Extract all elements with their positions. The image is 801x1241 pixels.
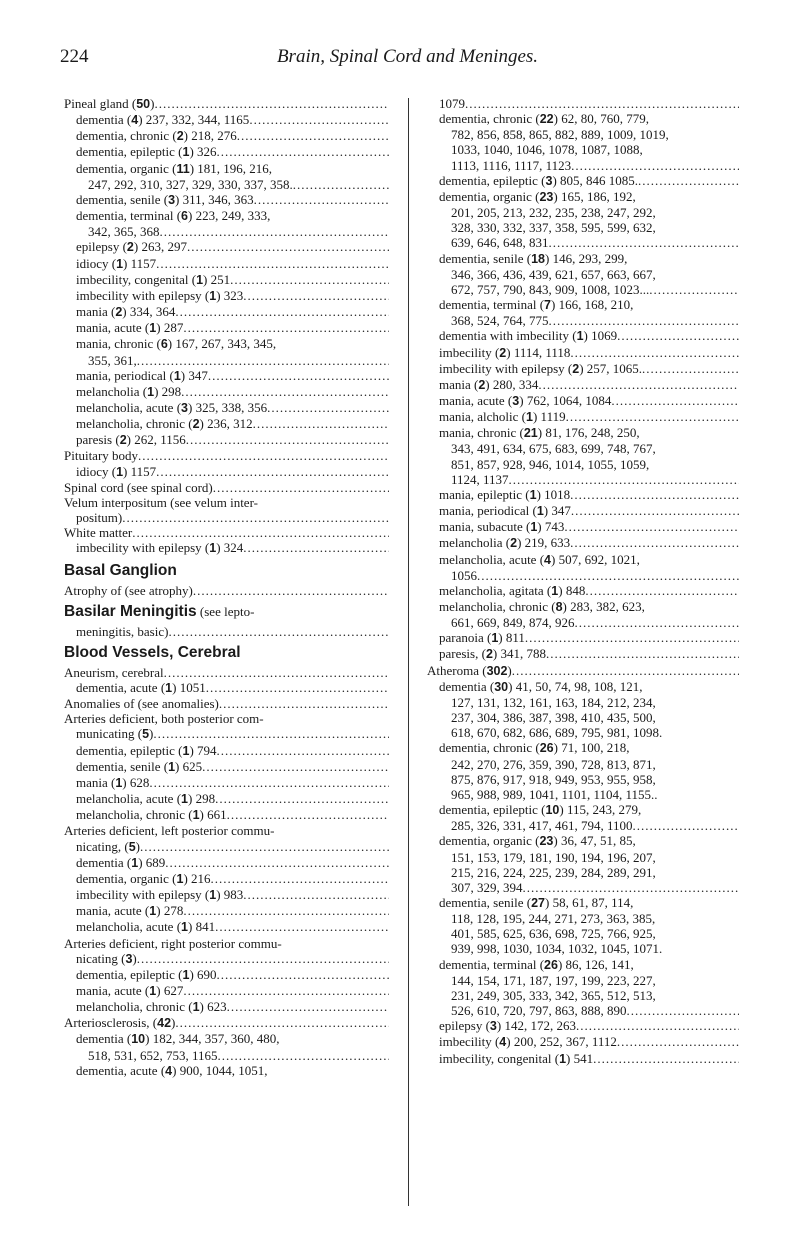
dot-leader (627, 1003, 740, 1018)
dot-leader (575, 615, 740, 630)
index-subentry (439, 646, 739, 662)
index-line: mania, alcholic (1) 1119 ..... (439, 409, 739, 425)
index-line: paresis, (2) 341, 788 ..... (439, 646, 739, 662)
dot-leader (570, 345, 739, 360)
index-line: mania, acute (1) 278 ..... (76, 903, 389, 919)
index-line: dementia, chronic (22) 62, 80, 760, 779, (439, 111, 649, 127)
page-title: Brain, Spinal Cord and Meninges. (276, 46, 539, 67)
dot-leader (525, 630, 739, 645)
dot-leader (217, 144, 389, 159)
index-entry (64, 696, 389, 711)
dot-leader (617, 328, 739, 343)
dot-leader (153, 726, 389, 741)
index-subentry (76, 192, 389, 208)
dot-leader (218, 1048, 389, 1063)
index-line: mania (2) 280, 334 ..... (439, 377, 739, 393)
dot-leader (293, 177, 389, 192)
index-line: mania, periodical (1) 347 ..... (76, 368, 389, 384)
index-subentry (76, 144, 389, 160)
index-subentry (76, 368, 389, 384)
index-subentry (439, 1018, 739, 1034)
index-line: 661, 669, 849, 874, 926 ..... (439, 615, 739, 630)
index-line: dementia (10) 182, 344, 357, 360, 480, (76, 1031, 280, 1047)
index-line: 851, 857, 928, 946, 1014, 1055, 1059, (451, 456, 650, 472)
index-line: Arteries deficient, right posterior commu- (64, 935, 282, 951)
index-line: dementia, acute (4) 900, 1044, 1051, (76, 1062, 268, 1078)
index-line: 1124, 1137 ..... (439, 472, 739, 487)
index-entry (64, 936, 389, 967)
dot-leader (183, 320, 389, 335)
dot-leader (571, 503, 739, 518)
dot-leader (219, 696, 389, 711)
dot-leader (585, 583, 739, 598)
index-subentry (76, 464, 389, 480)
dot-leader (187, 239, 389, 254)
index-line: dementia, epileptic (1) 690 ..... (76, 967, 389, 983)
index-line: municating (5) ..... (64, 726, 389, 742)
dot-leader (202, 759, 389, 774)
index-line: melancholia, acute (1) 298 ..... (76, 791, 389, 807)
index-subentry (439, 583, 739, 599)
index-subentry (439, 297, 739, 328)
dot-leader (523, 880, 740, 895)
index-line: dementia, senile (3) 311, 346, 363 ..... (76, 192, 389, 208)
dot-leader (576, 1018, 739, 1033)
dot-leader (206, 680, 389, 695)
dot-leader (140, 839, 389, 854)
dot-leader (186, 432, 389, 447)
index-line: melancholia, acute (4) 507, 692, 1021, (439, 551, 640, 567)
running-header (60, 46, 755, 70)
index-line: idiocy (1) 1157 ..... (76, 256, 389, 272)
index-subentry (439, 679, 739, 741)
index-line: dementia, chronic (2) 218, 276 ..... (76, 128, 389, 144)
index-line: 242, 270, 276, 359, 390, 728, 813, 871, (451, 756, 656, 772)
index-entry (64, 711, 389, 742)
dot-leader (165, 855, 389, 870)
index-line: paresis (2) 262, 1156 ..... (76, 432, 389, 448)
index-line: imbecility, congenital (1) 541 ..... (439, 1051, 739, 1067)
dot-leader (160, 224, 390, 239)
index-subentry (76, 775, 389, 791)
dot-leader (211, 871, 389, 886)
dot-leader (642, 361, 739, 376)
index-subentry (76, 540, 389, 556)
index-line: 307, 329, 394 ..... (439, 880, 739, 895)
dot-leader (477, 568, 739, 583)
index-subentry (439, 173, 739, 189)
index-entry (427, 663, 739, 679)
dot-leader (132, 525, 389, 540)
index-line: melancholia (2) 219, 633 ..... (439, 535, 739, 551)
index-line: epilepsy (2) 263, 297 ..... (76, 239, 389, 255)
dot-leader (243, 540, 389, 555)
index-subentry (76, 208, 389, 239)
index-subentry (76, 871, 389, 887)
index-entry (64, 665, 389, 680)
dot-leader (227, 999, 389, 1014)
index-subentry (76, 887, 389, 903)
dot-leader (215, 919, 389, 934)
dot-leader (217, 743, 389, 758)
index-line: positum) ..... (64, 510, 389, 525)
index-subentry (76, 239, 389, 255)
index-subentry (76, 855, 389, 871)
dot-leader (593, 1051, 739, 1066)
index-line: dementia, epileptic (1) 794 ..... (76, 743, 389, 759)
index-line: Atrophy of (see atrophy) ..... (64, 583, 389, 598)
dot-leader (193, 583, 389, 598)
index-line: imbecility with epilepsy (1) 983 ..... (76, 887, 389, 903)
index-entry (64, 1015, 389, 1031)
index-line: 342, 365, 368 ..... (76, 224, 389, 239)
index-subentry (76, 791, 389, 807)
index-line: dementia, epileptic (3) 805, 846 1085. ..... (439, 173, 739, 189)
index-line: Anomalies of (see anomalies) ..... (64, 696, 389, 711)
index-line: imbecility with epilepsy (2) 257, 1065. ..... (439, 361, 739, 377)
column-divider (408, 98, 409, 1206)
index-line: 618, 670, 682, 686, 689, 795, 981, 1098. (451, 725, 663, 741)
dot-leader (549, 235, 740, 250)
index-line: 118, 128, 195, 244, 271, 273, 363, 385, (451, 911, 656, 927)
dot-leader (183, 983, 389, 998)
index-line: idiocy (1) 1157 ..... (76, 464, 389, 480)
index-subentry (76, 320, 389, 336)
dot-leader (570, 535, 739, 550)
index-line: dementia, acute (1) 1051 ..... (76, 680, 389, 696)
page-number: 224 (60, 46, 89, 67)
index-subentry (76, 967, 389, 983)
dot-leader (183, 903, 389, 918)
index-subentry (76, 1031, 389, 1062)
index-line: 875, 876, 917, 918, 949, 953, 955, 958, (451, 771, 656, 787)
index-line: 346, 366, 436, 439, 621, 657, 663, 667, (451, 266, 656, 282)
index-line: 518, 531, 652, 753, 1165 ..... (76, 1048, 389, 1063)
index-line: dementia, organic (11) 181, 196, 216, (76, 160, 273, 176)
dot-leader (227, 807, 389, 822)
dot-leader (156, 256, 389, 271)
index-subentry (439, 328, 739, 344)
index-subentry (439, 189, 739, 251)
index-subentry (76, 680, 389, 696)
dot-leader (156, 464, 389, 479)
index-line: imbecility (2) 1114, 1118 ..... (439, 345, 739, 361)
index-subentry (439, 503, 739, 519)
index-line: dementia, senile (27) 58, 61, 87, 114, (439, 894, 634, 910)
dot-leader (230, 272, 389, 287)
index-subentry (439, 833, 739, 895)
index-entry (64, 96, 389, 112)
index-line: melancholia, acute (3) 325, 338, 356 ..... (76, 400, 389, 416)
dot-leader (213, 480, 389, 495)
dot-leader (253, 416, 389, 431)
index-column-right (427, 96, 739, 1067)
index-line: dementia with imbecility (1) 1069 ..... (439, 328, 739, 344)
index-subentry (76, 400, 389, 416)
index-line: 401, 585, 625, 636, 698, 725, 766, 925, (451, 926, 656, 942)
index-subentry (76, 743, 389, 759)
index-subentry (439, 519, 739, 535)
index-line: dementia, epileptic (10) 115, 243, 279, (439, 802, 642, 818)
index-subentry (439, 630, 739, 646)
index-line: mania, acute (1) 287 ..... (76, 320, 389, 336)
index-line: Atheroma (302) ..... (427, 663, 739, 679)
index-line: 237, 304, 386, 387, 398, 410, 435, 500, (451, 710, 656, 726)
index-line: 1113, 1116, 1117, 1123 ..... (439, 158, 739, 173)
index-line: dementia, senile (18) 146, 293, 299, (439, 250, 628, 266)
index-line: 965, 988, 989, 1041, 1101, 1104, 1155.. (451, 786, 658, 802)
dot-leader (122, 510, 389, 525)
index-column-left (64, 96, 389, 1079)
index-line: Arteriosclerosis, (42) ..... (64, 1015, 389, 1031)
section-heading: Blood Vessels, Cerebral (64, 643, 241, 661)
index-line: dementia (30) 41, 50, 74, 98, 108, 121, (439, 678, 643, 694)
index-line: 1056 ..... (439, 568, 739, 583)
index-subentry (76, 256, 389, 272)
index-line: 1079 ..... (439, 96, 739, 111)
index-subentry (439, 251, 739, 297)
index-subentry (439, 552, 739, 583)
dot-leader (546, 646, 739, 661)
index-line: meningitis, basic) ..... (76, 624, 389, 639)
index-subentry (76, 288, 389, 304)
index-line: dementia, organic (23) 36, 47, 51, 85, (439, 833, 636, 849)
dot-leader (566, 409, 739, 424)
index-line: Pituitary body ..... (64, 448, 389, 463)
index-line: melancholia, agitata (1) 848 ..... (439, 583, 739, 599)
index-entry (64, 525, 389, 540)
dot-leader (538, 377, 739, 392)
index-line: 1033, 1040, 1046, 1078, 1087, 1088, (451, 142, 643, 158)
index-subentry (76, 304, 389, 320)
index-subentry (76, 1063, 389, 1079)
dot-leader (509, 472, 739, 487)
index-line: imbecility, congenital (1) 251 ..... (76, 272, 389, 288)
index-line: 355, 361, ..... (76, 353, 389, 368)
index-line: Velum interpositum (see velum inter- (64, 494, 258, 510)
index-line: 231, 249, 305, 333, 342, 365, 512, 513, (451, 987, 656, 1003)
index-subentry (439, 957, 739, 1019)
index-line: mania, chronic (21) 81, 176, 248, 250, (439, 425, 640, 441)
section-heading: Basilar Meningitis (see lepto- (64, 602, 255, 620)
index-line: dementia, senile (1) 625 ..... (76, 759, 389, 775)
index-subentry (76, 983, 389, 999)
index-subentry (439, 409, 739, 425)
index-subentry (439, 740, 739, 802)
index-line: dementia, organic (1) 216 ..... (76, 871, 389, 887)
dot-leader (137, 353, 389, 368)
index-line: mania, periodical (1) 347 ..... (439, 503, 739, 519)
index-line: White matter ..... (64, 525, 389, 540)
dot-leader (254, 192, 389, 207)
index-subentry (76, 336, 389, 367)
index-subentry (76, 112, 389, 128)
index-subentry (76, 624, 389, 639)
dot-leader (512, 663, 739, 678)
index-line: nicating (3) ..... (64, 951, 389, 967)
index-subentry (76, 919, 389, 935)
index-line: mania, epileptic (1) 1018 ..... (439, 487, 739, 503)
index-entry (64, 480, 389, 495)
index-line: 151, 153, 179, 181, 190, 194, 196, 207, (451, 849, 656, 865)
dot-leader (181, 384, 389, 399)
index-line: mania, acute (1) 627 ..... (76, 983, 389, 999)
index-subentry (439, 895, 739, 957)
dot-leader (570, 487, 739, 502)
dot-leader (638, 173, 739, 188)
index-subentry (439, 393, 739, 409)
index-subentry (76, 999, 389, 1015)
dot-leader (175, 304, 389, 319)
index-line: melancholia, chronic (1) 661 ..... (76, 807, 389, 823)
index-line: 639, 646, 648, 831 ..... (439, 235, 739, 250)
dot-leader (154, 96, 389, 111)
index-line: 144, 154, 171, 187, 197, 199, 223, 227, (451, 972, 656, 988)
index-entry (64, 448, 389, 463)
index-subentry (76, 384, 389, 400)
index-subentry (439, 425, 739, 487)
index-line: dementia, terminal (7) 166, 168, 210, (439, 297, 634, 313)
index-subentry (439, 802, 739, 833)
index-line: mania (2) 334, 364 ..... (76, 304, 389, 320)
index-line: 782, 856, 858, 865, 882, 889, 1009, 1019, (451, 127, 669, 143)
index-subentry (439, 487, 739, 503)
index-line: Spinal cord (see spinal cord) ..... (64, 480, 389, 495)
index-line: 247, 292, 310, 327, 329, 330, 337, 358. ..... (76, 177, 389, 192)
dot-leader (137, 951, 389, 966)
index-line: Arteries deficient, both posterior com- (64, 711, 264, 727)
index-line: nicating, (5) ..... (64, 839, 389, 855)
dot-leader (149, 775, 389, 790)
dot-leader (237, 128, 389, 143)
dot-leader (465, 96, 739, 111)
index-subentry (439, 1051, 739, 1067)
index-line: 127, 131, 132, 161, 163, 184, 212, 234, (451, 694, 656, 710)
index-subentry (439, 361, 739, 377)
index-subentry (76, 161, 389, 192)
index-subentry (76, 903, 389, 919)
dot-leader (164, 665, 389, 680)
index-subentry (439, 377, 739, 393)
index-line: paranoia (1) 811 ..... (439, 630, 739, 646)
index-line: Arteries deficient, left posterior commu- (64, 823, 275, 839)
index-line: melancholia, chronic (1) 623 ..... (76, 999, 389, 1015)
index-line: dementia, epileptic (1) 326 ..... (76, 144, 389, 160)
index-subentry (76, 807, 389, 823)
index-line: dementia, organic (23) 165, 186, 192, (439, 188, 636, 204)
index-line: dementia, chronic (26) 71, 100, 218, (439, 740, 630, 756)
index-subentry (439, 96, 739, 111)
dot-leader (208, 368, 389, 383)
dot-leader (175, 1015, 389, 1030)
dot-leader (138, 448, 389, 463)
index-line: epilepsy (3) 142, 172, 263 ..... (439, 1018, 739, 1034)
index-subentry (439, 345, 739, 361)
dot-leader (549, 313, 740, 328)
index-line: imbecility with epilepsy (1) 324 ..... (76, 540, 389, 556)
index-line: mania (1) 628 ..... (76, 775, 389, 791)
index-line: 672, 757, 790, 843, 909, 1008, 1023... ..... (439, 282, 739, 297)
index-entry (64, 495, 389, 525)
index-line: Pineal gland (50) ..... (64, 96, 389, 112)
index-subentry (439, 599, 739, 630)
index-subentry (76, 128, 389, 144)
index-line: melancholia, chronic (8) 283, 382, 623, (439, 599, 645, 614)
index-line: 939, 998, 1030, 1034, 1032, 1045, 1071. (451, 941, 663, 957)
index-subentry (439, 111, 739, 173)
dot-leader (633, 818, 739, 833)
index-entry (64, 823, 389, 854)
index-line: dementia, terminal (26) 86, 126, 141, (439, 956, 634, 972)
index-line: imbecility (4) 200, 252, 367, 1112 ..... (439, 1034, 739, 1050)
index-subentry (439, 535, 739, 551)
index-line: melancholia (1) 298 ..... (76, 384, 389, 400)
index-line: dementia (1) 689 ..... (76, 855, 389, 871)
index-entry (64, 583, 389, 598)
index-line: dementia (4) 237, 332, 344, 1165 ..... (76, 112, 389, 128)
index-subentry (76, 432, 389, 448)
dot-leader (611, 393, 739, 408)
index-line: 328, 330, 332, 337, 358, 595, 599, 632, (451, 220, 656, 236)
index-line: 343, 491, 634, 675, 683, 699, 748, 767, (451, 441, 656, 457)
dot-leader (571, 158, 739, 173)
index-line: imbecility with epilepsy (1) 323 ..... (76, 288, 389, 304)
dot-leader (168, 624, 389, 639)
index-line: 215, 216, 224, 225, 239, 284, 289, 291, (451, 864, 656, 880)
section-heading: Basal Ganglion (64, 561, 177, 579)
index-subentry (76, 272, 389, 288)
dot-leader (267, 400, 389, 415)
index-line: 526, 610, 720, 797, 863, 888, 890 ..... (439, 1003, 739, 1018)
index-line: melancholia, acute (1) 841 ..... (76, 919, 389, 935)
dot-leader (243, 288, 389, 303)
dot-leader (215, 791, 389, 806)
dot-leader (217, 967, 389, 982)
index-line: melancholia, chronic (2) 236, 312 ..... (76, 416, 389, 432)
index-line: dementia, terminal (6) 223, 249, 333, (76, 208, 271, 224)
dot-leader (249, 112, 389, 127)
index-line: 201, 205, 213, 232, 235, 238, 247, 292, (451, 205, 656, 221)
index-subentry (439, 1034, 739, 1050)
index-line: mania, acute (3) 762, 1064, 1084 ..... (439, 393, 739, 409)
dot-leader (617, 1034, 739, 1049)
dot-leader (243, 887, 389, 902)
index-line: mania, chronic (6) 167, 267, 343, 345, (76, 336, 277, 352)
dot-leader (564, 519, 739, 534)
index-line: mania, subacute (1) 743 ..... (439, 519, 739, 535)
index-line: 368, 524, 764, 775 ..... (439, 313, 739, 328)
dot-leader (649, 282, 739, 297)
index-subentry (76, 416, 389, 432)
index-line: Aneurism, cerebral ..... (64, 665, 389, 680)
index-subentry (76, 759, 389, 775)
index-line: 285, 326, 331, 417, 461, 794, 1100 ..... (439, 818, 739, 833)
